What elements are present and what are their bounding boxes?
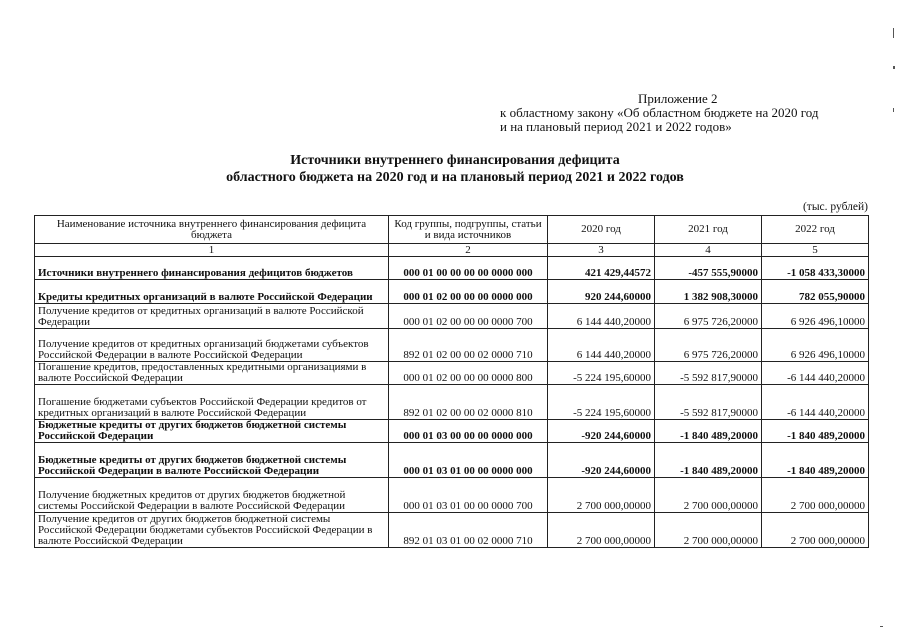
table-row	[35, 443, 869, 478]
row-value-2020: -5 224 195,60000	[548, 362, 655, 385]
row-name: Получение бюджетных кредитов от других бюджетов бюджетной системы Российской Федерации в валюте Российской Федерации	[35, 478, 389, 513]
row-value-2021: -1 840 489,20000	[655, 420, 762, 443]
row-value-2020: -920 244,60000	[548, 443, 655, 478]
table-row	[35, 280, 869, 304]
row-value-2020: -5 224 195,60000	[548, 385, 655, 420]
table-row	[35, 478, 869, 513]
scan-mark	[880, 626, 883, 627]
units-label: (тыс. рублей)	[802, 201, 868, 213]
row-value-2021: -457 555,90000	[655, 257, 762, 280]
header-name: Наименование источника внутреннего финансирования дефицита бюджета	[35, 216, 389, 244]
row-value-2020: 6 144 440,20000	[548, 304, 655, 329]
row-value-2020: 2 700 000,00000	[548, 478, 655, 513]
column-number-row	[35, 244, 869, 257]
row-value-2021: 6 975 726,20000	[655, 329, 762, 362]
scan-mark	[893, 28, 894, 38]
row-value-2020: 6 144 440,20000	[548, 329, 655, 362]
row-value-2021: 2 700 000,00000	[655, 513, 762, 548]
row-value-2021: -5 592 817,90000	[655, 362, 762, 385]
table-header-row	[35, 216, 869, 244]
row-code: 000 01 02 00 00 00 0000 000	[389, 280, 548, 304]
document-title	[140, 152, 770, 186]
row-code: 000 01 03 01 00 00 0000 700	[389, 478, 548, 513]
row-value-2022: 782 055,90000	[762, 280, 869, 304]
header-2021: 2021 год	[655, 216, 762, 244]
row-value-2022: -1 840 489,20000	[762, 443, 869, 478]
column-number: 2	[389, 244, 548, 257]
row-code: 892 01 02 00 00 02 0000 810	[389, 385, 548, 420]
row-value-2020: -920 244,60000	[548, 420, 655, 443]
scan-mark	[893, 108, 894, 112]
row-name: Погашение бюджетами субъектов Российской Федерации кредитов от кредитных организаций в валюте Российской Федерации	[35, 385, 389, 420]
header-code: Код группы, подгруппы, статьи и вида источников	[389, 216, 548, 244]
row-code: 000 01 03 00 00 00 0000 000	[389, 420, 548, 443]
appendix-header	[500, 92, 890, 134]
table-row	[35, 362, 869, 385]
appendix-line-1: к областному закону «Об областном бюджете на 2020 год	[500, 105, 819, 120]
row-code: 000 01 00 00 00 00 0000 000	[389, 257, 548, 280]
table-row	[35, 513, 869, 548]
document-title-line-2: областного бюджета на 2020 год и на плановый период 2021 и 2022 годов	[226, 170, 684, 185]
row-code: 892 01 02 00 00 02 0000 710	[389, 329, 548, 362]
document-title-line-1: Источники внутреннего финансирования дефицита	[290, 153, 620, 168]
row-name: Получение кредитов от других бюджетов бюджетной системы Российской Федерации бюджетами субъектов Российской Федерации в валюте Российской Федерации	[35, 513, 389, 548]
row-code: 000 01 03 01 00 00 0000 000	[389, 443, 548, 478]
row-value-2021: 1 382 908,30000	[655, 280, 762, 304]
row-value-2021: 6 975 726,20000	[655, 304, 762, 329]
row-value-2022: 2 700 000,00000	[762, 478, 869, 513]
row-name: Бюджетные кредиты от других бюджетов бюджетной системы Российской Федерации в валюте Российской Федерации	[35, 443, 389, 478]
row-value-2020: 2 700 000,00000	[548, 513, 655, 548]
row-value-2022: 6 926 496,10000	[762, 329, 869, 362]
row-value-2022: -6 144 440,20000	[762, 385, 869, 420]
row-value-2020: 421 429,44572	[548, 257, 655, 280]
column-number: 5	[762, 244, 869, 257]
appendix-title: Приложение 2	[638, 91, 718, 106]
column-number: 4	[655, 244, 762, 257]
row-value-2022: -1 058 433,30000	[762, 257, 869, 280]
row-name: Погашение кредитов, предоставленных кредитными организациями в валюте Российской Федерации	[35, 362, 389, 385]
financing-sources-table	[34, 215, 869, 548]
row-code: 000 01 02 00 00 00 0000 700	[389, 304, 548, 329]
row-name: Получение кредитов от кредитных организаций в валюте Российской Федерации	[35, 304, 389, 329]
row-value-2022: -6 144 440,20000	[762, 362, 869, 385]
appendix-line-2: и на плановый период 2021 и 2022 годов»	[500, 119, 732, 134]
row-code: 000 01 02 00 00 00 0000 800	[389, 362, 548, 385]
row-name: Кредиты кредитных организаций в валюте Российской Федерации	[35, 280, 389, 304]
row-value-2021: -1 840 489,20000	[655, 443, 762, 478]
table-row	[35, 304, 869, 329]
column-number: 1	[35, 244, 389, 257]
table-row	[35, 257, 869, 280]
row-name: Источники внутреннего финансирования дефицитов бюджетов	[35, 257, 389, 280]
row-value-2021: -5 592 817,90000	[655, 385, 762, 420]
row-value-2020: 920 244,60000	[548, 280, 655, 304]
table-row	[35, 420, 869, 443]
table-row	[35, 329, 869, 362]
row-value-2021: 2 700 000,00000	[655, 478, 762, 513]
row-code: 892 01 03 01 00 02 0000 710	[389, 513, 548, 548]
row-name: Бюджетные кредиты от других бюджетов бюджетной системы Российской Федерации	[35, 420, 389, 443]
table-row	[35, 385, 869, 420]
scan-mark	[893, 66, 895, 69]
header-2022: 2022 год	[762, 216, 869, 244]
header-2020: 2020 год	[548, 216, 655, 244]
column-number: 3	[548, 244, 655, 257]
row-value-2022: 6 926 496,10000	[762, 304, 869, 329]
row-value-2022: 2 700 000,00000	[762, 513, 869, 548]
row-name: Получение кредитов от кредитных организаций бюджетами субъектов Российской Федерации в валюте Российской Федерации	[35, 329, 389, 362]
row-value-2022: -1 840 489,20000	[762, 420, 869, 443]
